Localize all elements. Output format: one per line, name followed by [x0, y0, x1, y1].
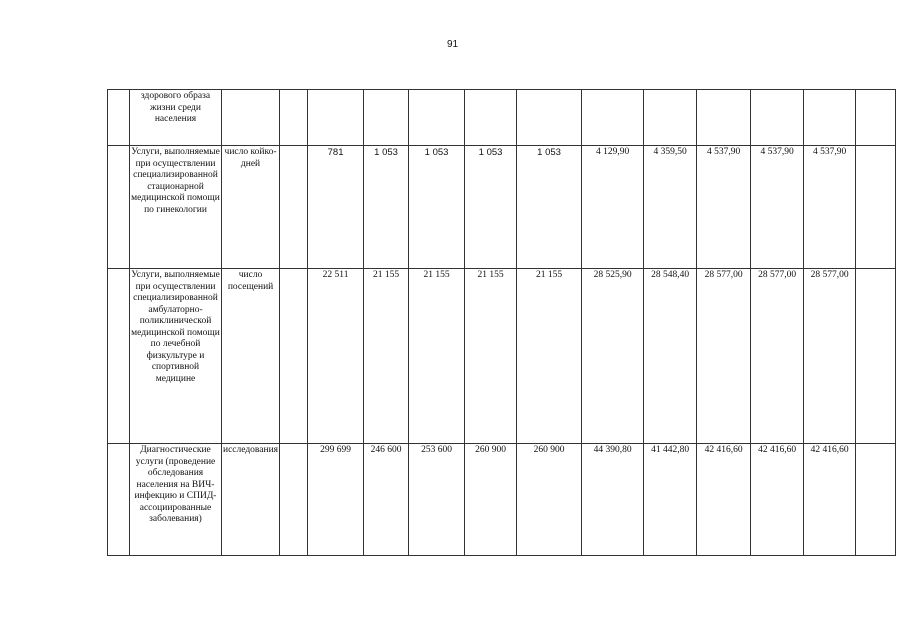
unit-cell: число посещений: [222, 269, 280, 444]
table-row: [108, 444, 896, 556]
service-name-cell: Услуги, выполняемые при осуществлении специализированной стационарной медицинской помощи по гинекологии: [130, 146, 222, 269]
empty-cell: [856, 90, 896, 146]
service-name-cell: Услуги, выполняемые при осуществлении специализированной амбулаторно-поликлинической медицинской помощи по лечебной физкультуре и спортивной медицине: [130, 269, 222, 444]
value-cell: 28 577,00: [751, 269, 804, 444]
value-cell: 28 577,00: [804, 269, 856, 444]
value-cell: 1 053: [517, 146, 582, 269]
table-row: [108, 90, 896, 146]
value-cell: 253 600: [409, 444, 465, 556]
unit-cell: число койко-дней: [222, 146, 280, 269]
value-cell: 246 600: [364, 444, 409, 556]
value-cell: 260 900: [517, 444, 582, 556]
index-cell: [108, 146, 130, 269]
value-cell: [751, 90, 804, 146]
value-cell: 21 155: [517, 269, 582, 444]
value-cell: 42 416,60: [697, 444, 751, 556]
value-cell: 21 155: [465, 269, 517, 444]
value-cell: [644, 90, 697, 146]
value-cell: [804, 90, 856, 146]
empty-cell: [856, 146, 896, 269]
service-name-cell: здорового образа жизни среди населения: [130, 90, 222, 146]
value-cell: 4 537,90: [697, 146, 751, 269]
value-cell: [409, 90, 465, 146]
empty-cell: [856, 269, 896, 444]
value-cell: 21 155: [364, 269, 409, 444]
unit-cell: [222, 90, 280, 146]
value-cell: 1 053: [409, 146, 465, 269]
value-cell: [308, 90, 364, 146]
value-cell: [582, 90, 644, 146]
table-row: [108, 269, 896, 444]
index-cell: [108, 90, 130, 146]
value-cell: 4 537,90: [751, 146, 804, 269]
value-cell: 41 442,80: [644, 444, 697, 556]
value-cell: 1 053: [364, 146, 409, 269]
value-cell: 4 129,90: [582, 146, 644, 269]
value-cell: [364, 90, 409, 146]
value-cell: 44 390,80: [582, 444, 644, 556]
value-cell: 28 577,00: [697, 269, 751, 444]
index-cell: [108, 444, 130, 556]
value-cell: 28 548,40: [644, 269, 697, 444]
service-name-cell: Диагностические услуги (проведение обследования населения на ВИЧ-инфекцию и СПИД-ассоциированные заболевания): [130, 444, 222, 556]
value-cell: 21 155: [409, 269, 465, 444]
empty-cell: [280, 146, 308, 269]
value-cell: 1 053: [465, 146, 517, 269]
page-number: 91: [446, 39, 459, 50]
value-cell: [697, 90, 751, 146]
value-cell: 4 359,50: [644, 146, 697, 269]
value-cell: 22 511: [308, 269, 364, 444]
value-cell: 4 537,90: [804, 146, 856, 269]
empty-cell: [856, 444, 896, 556]
value-cell: 299 699: [308, 444, 364, 556]
empty-cell: [280, 444, 308, 556]
value-cell: 260 900: [465, 444, 517, 556]
value-cell: 781: [308, 146, 364, 269]
empty-cell: [280, 90, 308, 146]
table-row: [108, 146, 896, 269]
services-table: [107, 89, 896, 556]
value-cell: [517, 90, 582, 146]
index-cell: [108, 269, 130, 444]
empty-cell: [280, 269, 308, 444]
unit-cell: исследования: [222, 444, 280, 556]
value-cell: [465, 90, 517, 146]
value-cell: 42 416,60: [751, 444, 804, 556]
value-cell: 28 525,90: [582, 269, 644, 444]
value-cell: 42 416,60: [804, 444, 856, 556]
